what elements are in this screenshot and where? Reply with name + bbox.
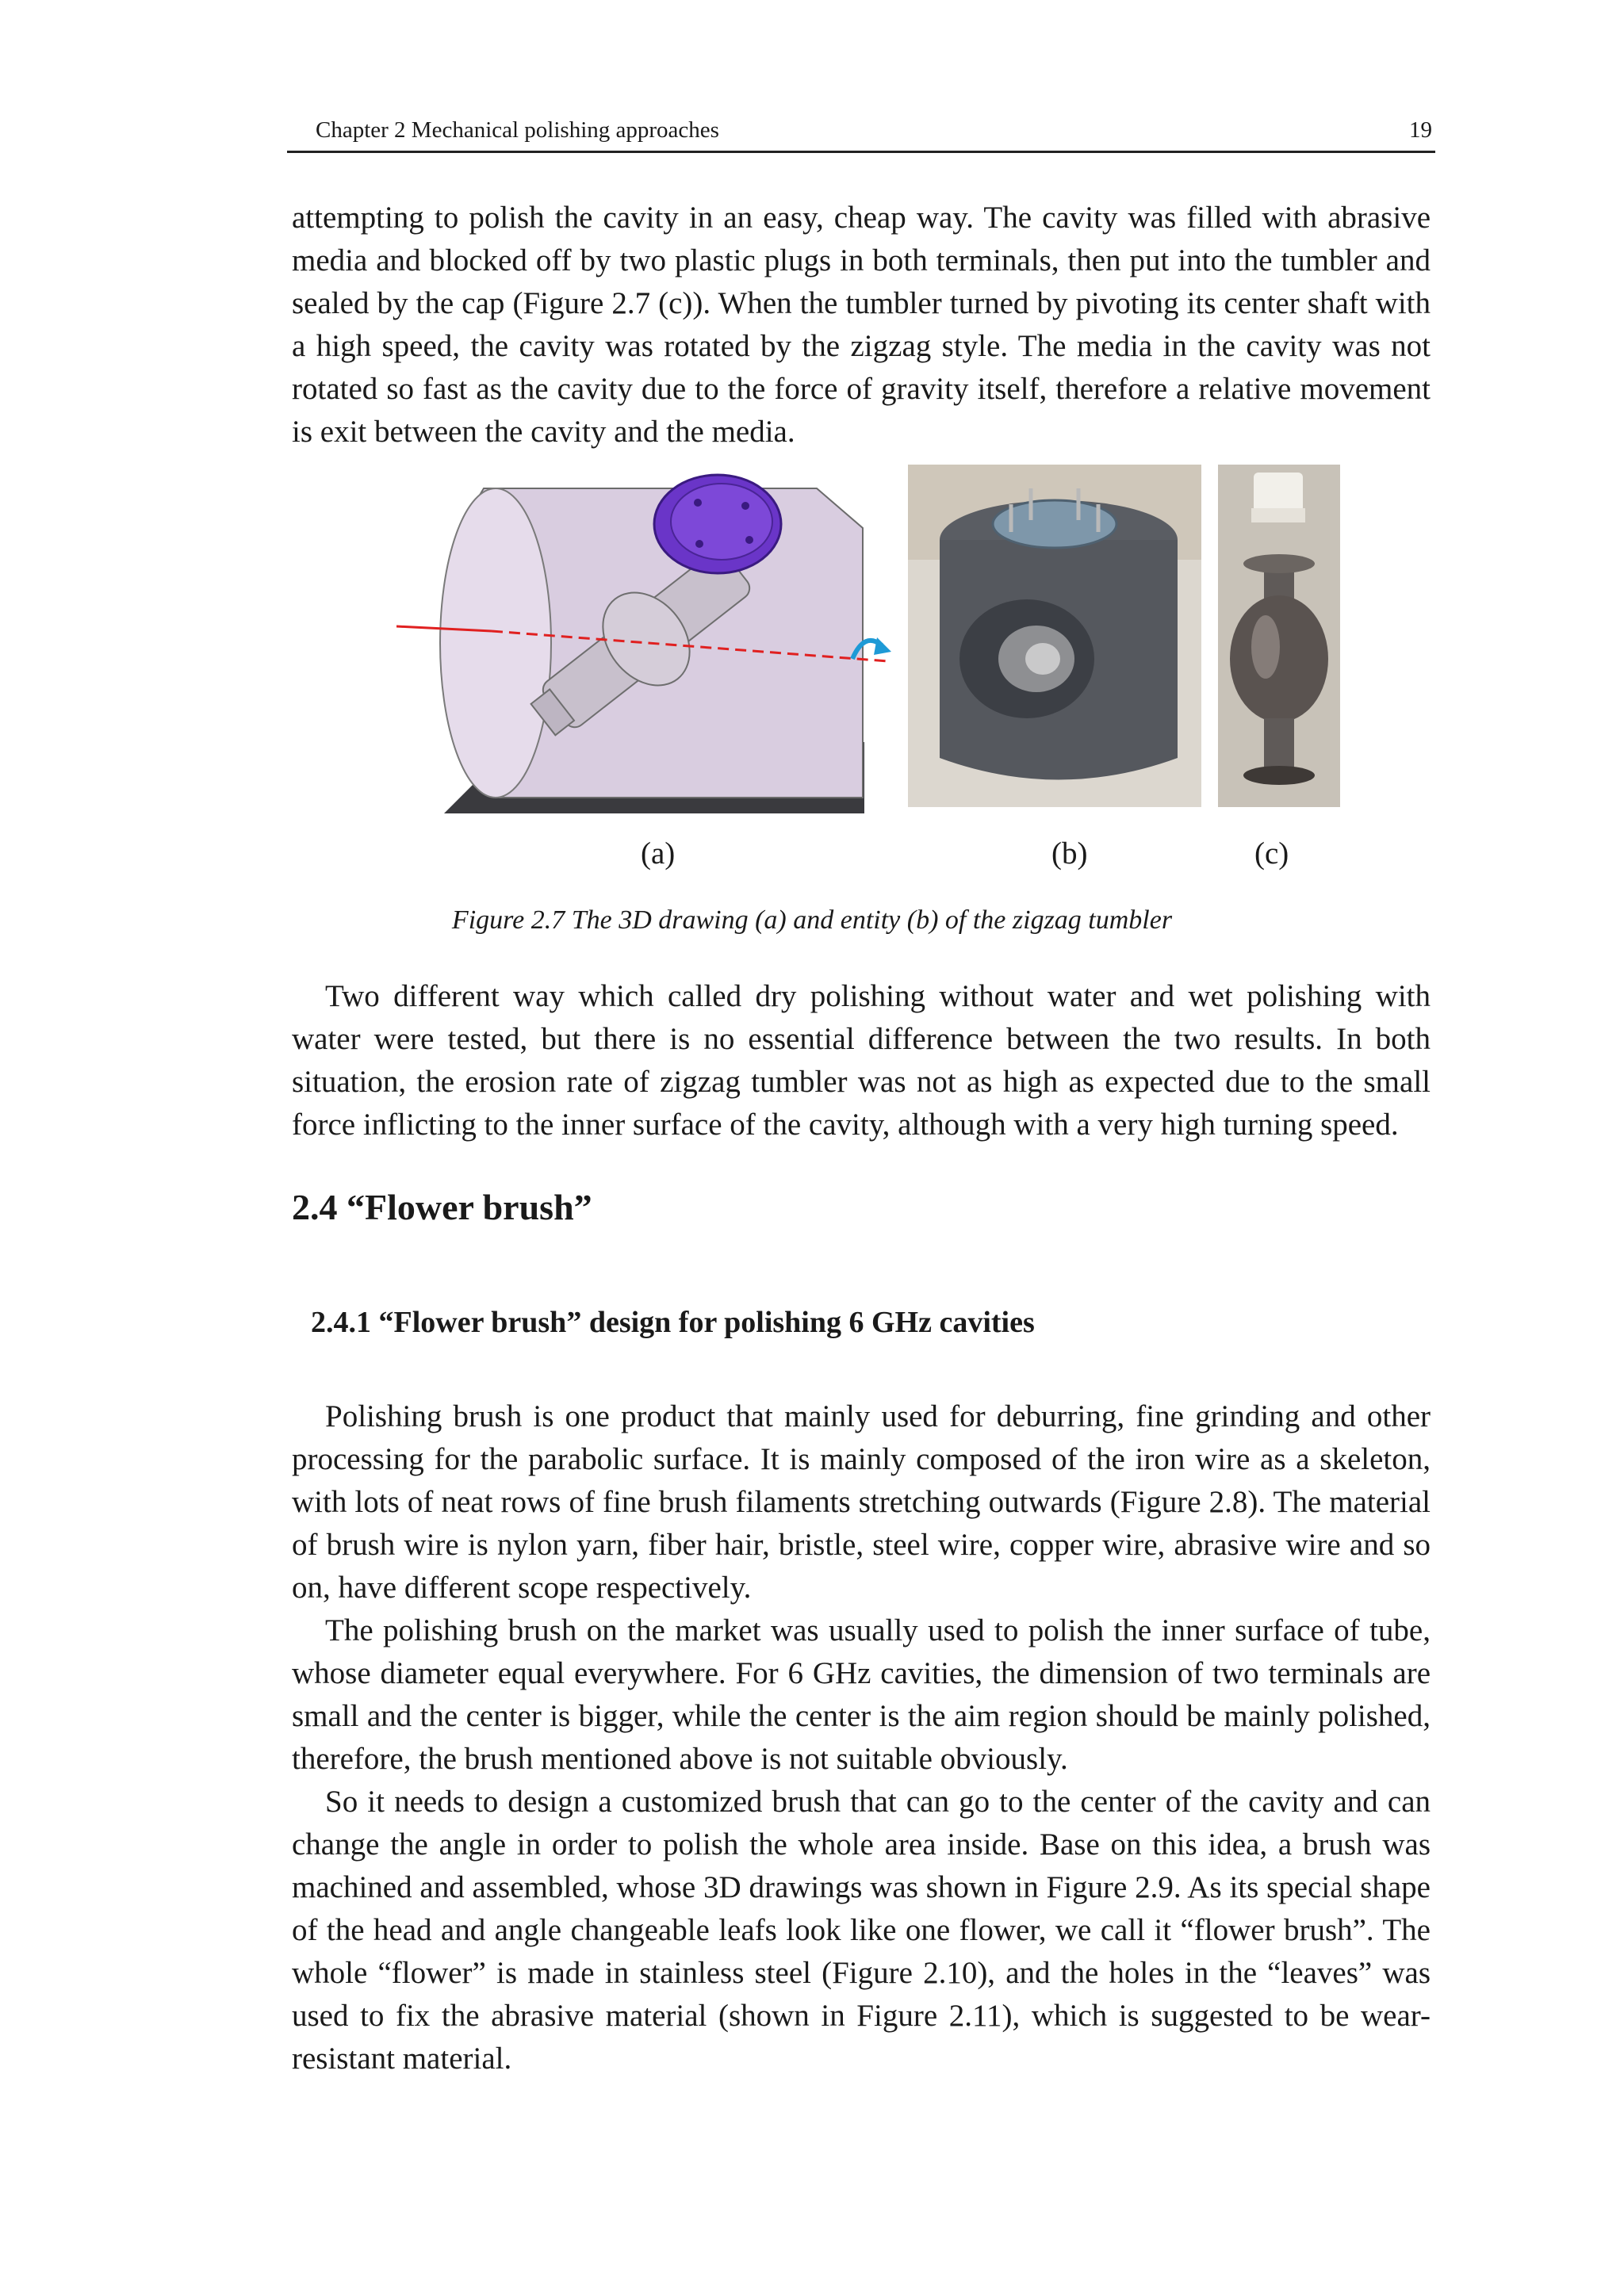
paragraph-2: Two different way which called dry polishing without water and wet polishing with water were tested, but there is no essential difference between the two results. In both situation, the erosion rate of zigzag tumbler was not as high as expected due to the small force inflicting to the inner surface of the cavity, although with a very high turning speed. bbox=[292, 979, 1431, 1142]
tumbler-3d-drawing bbox=[396, 465, 896, 823]
figure-caption: Figure 2.7 The 3D drawing (a) and entity (b) of the zigzag tumbler bbox=[451, 905, 1173, 935]
paragraph-1: attempting to polish the cavity in an easy, cheap way. The cavity was filled with abrasive media and blocked off by two plastic plugs in both terminals, then put into the tumbler and sealed by the cap (Figure 2.7 (c)). When the tumbler turned by pivoting its center shaft with a high speed, the cavity was rotated by the zigzag style. The media in the cavity was not rotated so fast as the cavity due to the force of gravity itself, therefore a relative movement is exit between the cavity and the media. bbox=[292, 201, 1431, 449]
subsection-heading: 2.4.1 “Flower brush” design for polishing 6 GHz cavities bbox=[311, 1306, 1035, 1339]
label-a: (a) bbox=[641, 836, 676, 871]
label-c: (c) bbox=[1254, 836, 1289, 871]
label-b: (b) bbox=[1051, 836, 1088, 871]
cylinder-left-face bbox=[440, 488, 551, 798]
page-header bbox=[287, 116, 1435, 153]
section-heading: 2.4 “Flower brush” bbox=[292, 1187, 592, 1227]
cavity-photo bbox=[1218, 465, 1340, 807]
paragraph-4: The polishing brush on the market was usually used to polish the inner surface of tube, whose diameter equal everywhere. For 6 GHz cavities, the dimension of two terminals are small and the center is bigger, while the center is the aim region should be mainly polished, therefore, the brush mentioned above is not suitable obviously. bbox=[292, 1613, 1431, 1776]
paragraph-5: So it needs to design a customized brush that can go to the center of the cavity and can change the angle in order to polish the whole area inside. Base on this idea, a brush was machined and assembled, whose 3D drawings was shown in Figure 2.9. As its special shape of the head and angle changeable leafs look like one flower, we call it “flower brush”. The whole “flower” is made in stainless steel (Figure 2.10), and the holes in the “leaves” was used to fix the abrasive material (shown in Figure 2.11), which is suggested to be wear-resistant material. bbox=[292, 1785, 1431, 2076]
tumbler-photo bbox=[908, 465, 1201, 807]
figure-2-7 bbox=[396, 465, 1340, 823]
cavity-cell bbox=[1230, 595, 1328, 722]
chapter-title: Chapter 2 Mechanical polishing approaches bbox=[316, 117, 719, 143]
paragraph-3: Polishing brush is one product that mainly used for deburring, fine grinding and other processing for the parabolic surface. It is mainly composed of the iron wire as a skeleton, with lots of neat rows of fine brush filaments stretching outwards (Figure 2.8). The material of brush wire is nylon yarn, fiber hair, bristle, steel wire, copper wire, abrasive wire and so on, have different scope respectively. bbox=[292, 1399, 1431, 1605]
purple-cap bbox=[654, 475, 781, 573]
plastic-plug bbox=[1254, 473, 1303, 512]
page-number: 19 bbox=[1409, 117, 1432, 143]
